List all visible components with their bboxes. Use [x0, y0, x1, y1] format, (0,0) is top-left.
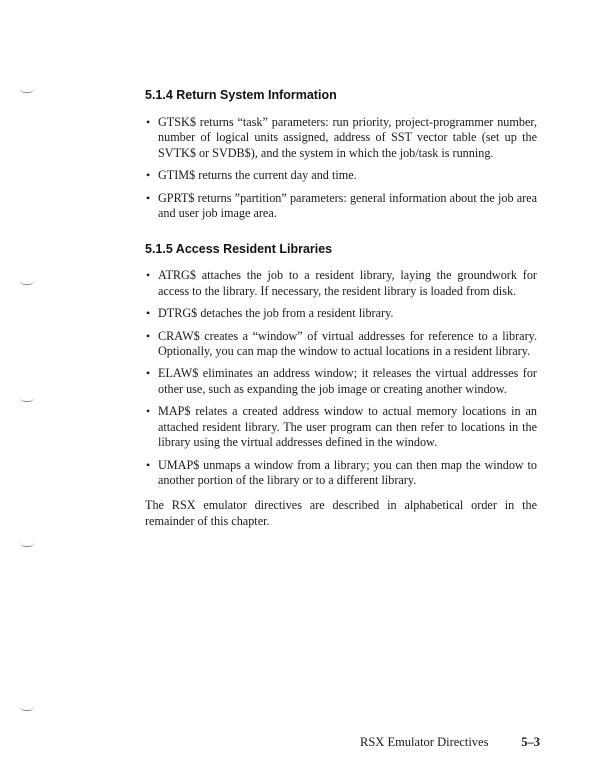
margin-mark — [20, 397, 34, 402]
bullet-icon: • — [146, 328, 151, 343]
margin-mark — [20, 542, 34, 547]
page-number: 5–3 — [521, 735, 540, 749]
list-item: • MAP$ relates a created address window to actual memory locations in an attached resident library. The user program can then refer to locations in the library using the virtual addresses defined in the window. — [146, 404, 537, 450]
list-item: • DTRG$ detaches the job from a resident library. — [146, 306, 394, 321]
list-item: • ATRG$ attaches the job to a resident library, laying the groundwork for access to the library. If necessary, the resident library is loaded from disk. — [146, 268, 537, 298]
bullet-icon: • — [146, 115, 151, 129]
bullet-icon: • — [146, 366, 151, 381]
list-item: • GTSK$ returns “task” parameters: run priority, project-programmer number, number of logical units assigned, address of SST vector table (set up the SVTK$ or SVDB$), and the system in which the job/task is running. — [146, 115, 537, 160]
section-heading-5-1-5: 5.1.5 Access Resident Libraries — [145, 242, 333, 257]
bullet-icon: • — [146, 457, 151, 472]
margin-mark — [20, 88, 34, 93]
bullet-icon: • — [146, 190, 151, 205]
bullet-list-resident-libraries — [145, 268, 537, 488]
bullet-icon: • — [146, 268, 151, 283]
list-item: • UMAP$ unmaps a window from a library; you can then map the window to another portion of the library or to a different library. — [146, 457, 537, 487]
bullet-icon: • — [146, 168, 151, 183]
margin-mark — [20, 706, 34, 711]
list-item: • ELAW$ eliminates an address window; it releases the virtual addresses for other use, such as expanding the job image or creating another window. — [146, 366, 537, 396]
page-footer — [360, 735, 540, 750]
section-heading-5-1-4: 5.1.4 Return System Information — [145, 88, 337, 102]
list-item: • CRAW$ creates a “window” of virtual addresses for reference to a library. Optionally, you can map the window to actual locations in a resident library. — [146, 328, 537, 359]
margin-mark — [20, 280, 34, 285]
closing-paragraph: The RSX emulator directives are described in alphabetical order in the remainder of this chapter. — [145, 498, 537, 528]
footer-chapter-title: RSX Emulator Directives — [360, 735, 489, 749]
page-content — [145, 88, 537, 529]
bullet-icon: • — [146, 404, 151, 419]
list-item: • GTIM$ returns the current day and time. — [146, 168, 357, 183]
list-item: • GPRT$ returns ”partition” parameters: general information about the job area and user job image area. — [146, 190, 537, 221]
bullet-icon: • — [146, 306, 151, 321]
bullet-list-system-information — [145, 115, 537, 221]
